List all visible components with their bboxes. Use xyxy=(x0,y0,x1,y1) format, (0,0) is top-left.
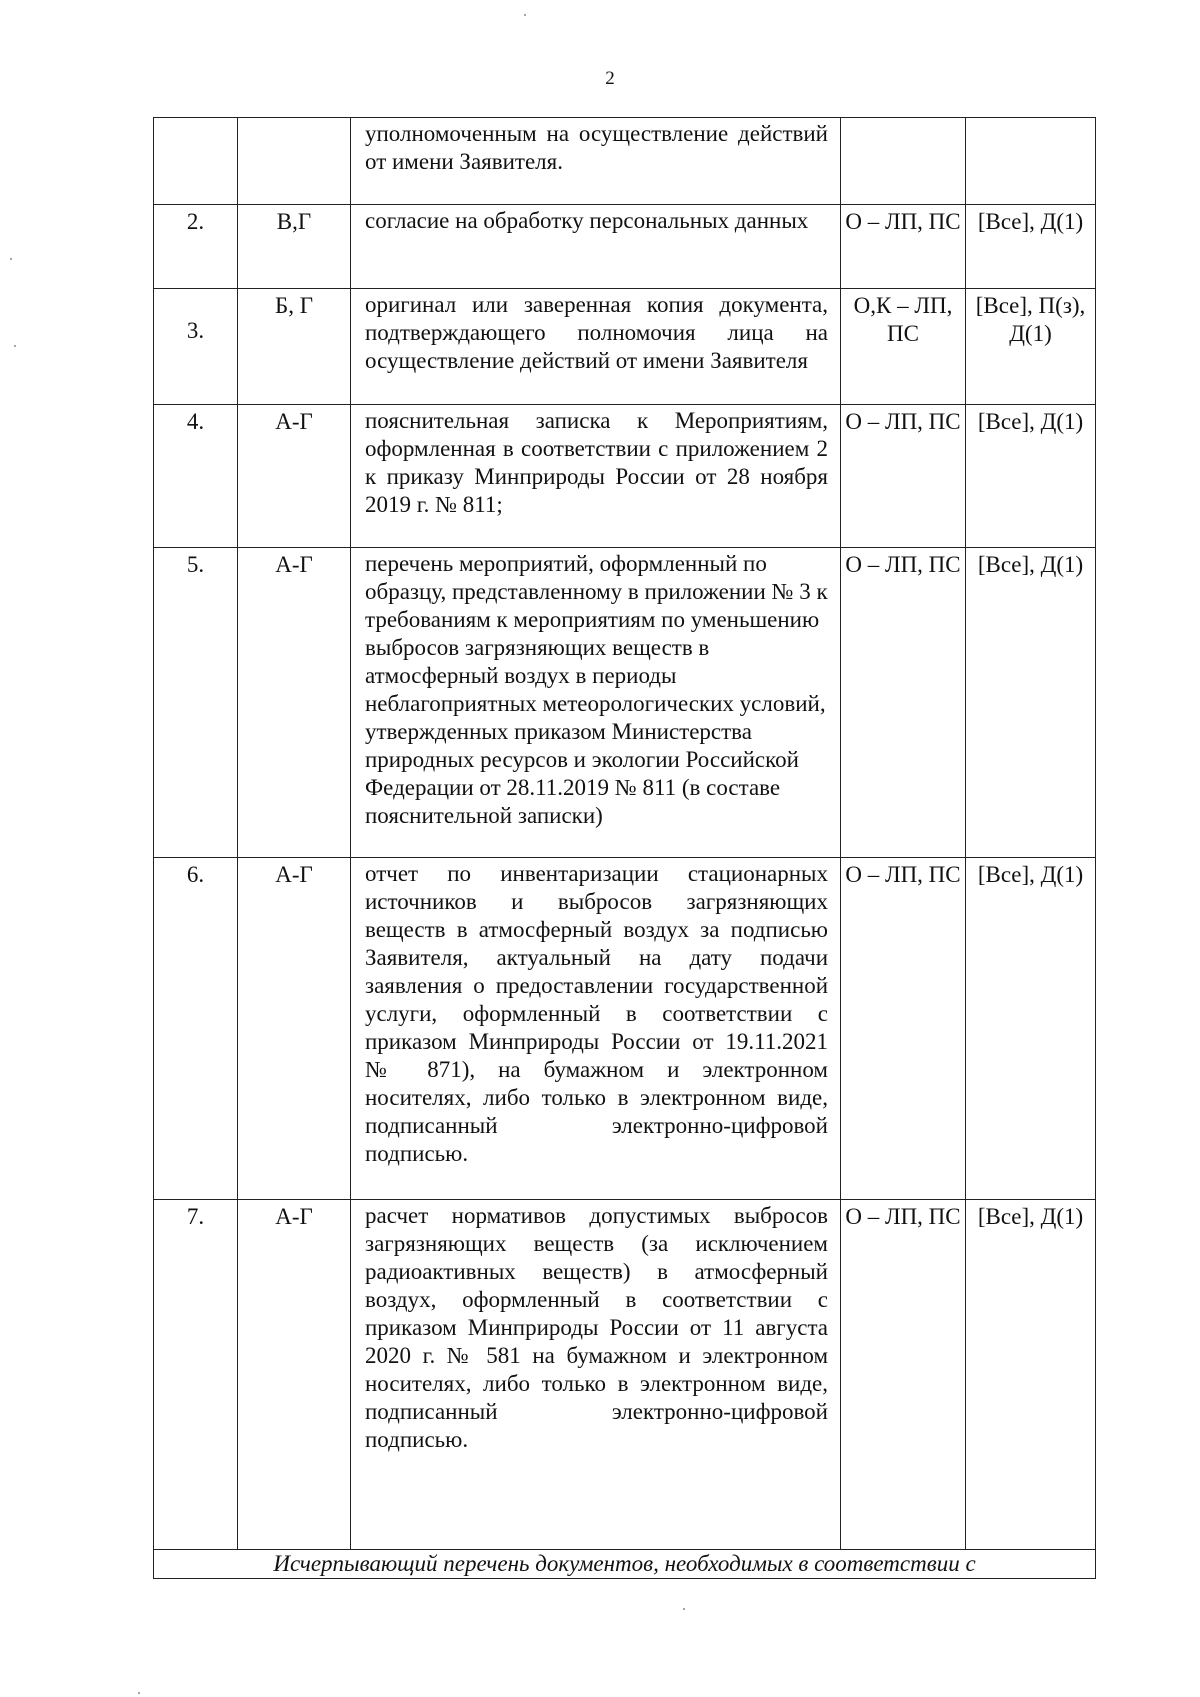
row-format: О,К – ЛП, ПС xyxy=(841,289,966,405)
row-number: 2. xyxy=(154,205,238,289)
row-group: Б, Г xyxy=(238,289,351,405)
row-number: 3. xyxy=(154,289,238,405)
row-description: перечень мероприятий, оформленный по образцу, представленному в приложении № 3 к требованиям к мероприятиям по уменьшению выбросов загрязняющих веществ в атмосферный воздух в периоды неблагоприятных метеорологических условий, утвержденных приказом Министерства природных ресурсов и экологии Российской Федерации от 28.11.2019 № 811 (в составе пояснительной записки) xyxy=(351,548,841,858)
scan-speck xyxy=(10,258,12,260)
row-group: А-Г xyxy=(238,1200,351,1550)
scan-speck xyxy=(138,1692,140,1694)
row-format: О – ЛП, ПС xyxy=(841,548,966,858)
row-category: [Все], Д(1) xyxy=(966,405,1096,548)
row-format: О – ЛП, ПС xyxy=(841,205,966,289)
row-description: отчет по инвентаризации стационарных источников и выбросов загрязняющих веществ в атмосферный воздух за подписью Заявителя, актуальный на дату подачи заявления о предоставлении государственной услуги, оформленный в соответствии с приказом Минприроды России от 19.11.2021 № 871), на бумажном и электронном носителях, либо только в электронном виде, подписанный электронно-цифровой подписью. xyxy=(351,858,841,1200)
row-category xyxy=(966,118,1096,205)
row-description: оригинал или заверенная копия документа, подтверждающего полномочия лица на осуществление действий от имени Заявителя xyxy=(351,289,841,405)
row-description: пояснительная записка к Мероприятиям, оформленная в соответствии с приложением 2 к приказу Минприроды России от 28 ноября 2019 г. № 811; xyxy=(351,405,841,548)
scan-speck xyxy=(683,1608,685,1610)
table-footer-row xyxy=(154,1550,1096,1579)
row-category: [Все], Д(1) xyxy=(966,205,1096,289)
row-description: согласие на обработку персональных данных xyxy=(351,205,841,289)
row-format: О – ЛП, ПС xyxy=(841,1200,966,1550)
documents-table xyxy=(153,117,1096,1579)
row-group: А-Г xyxy=(238,548,351,858)
table-footer-text: Исчерпывающий перечень документов, необходимых в соответствии с xyxy=(154,1550,1096,1579)
row-category: [Все], Д(1) xyxy=(966,858,1096,1200)
table-row xyxy=(154,858,1096,1200)
row-category: [Все], Д(1) xyxy=(966,548,1096,858)
table-row xyxy=(154,548,1096,858)
row-number: 7. xyxy=(154,1200,238,1550)
scan-speck xyxy=(524,14,526,16)
row-number: 5. xyxy=(154,548,238,858)
row-group: А-Г xyxy=(238,405,351,548)
table-row xyxy=(154,405,1096,548)
row-category: [Все], Д(1) xyxy=(966,1200,1096,1550)
table-row xyxy=(154,205,1096,289)
row-category: [Все], П(з), Д(1) xyxy=(966,289,1096,405)
row-number xyxy=(154,118,238,205)
table-row xyxy=(154,1200,1096,1550)
row-format: О – ЛП, ПС xyxy=(841,858,966,1200)
row-group: В,Г xyxy=(238,205,351,289)
row-group: А-Г xyxy=(238,858,351,1200)
scan-speck xyxy=(14,345,16,347)
page-number: 2 xyxy=(605,68,615,89)
row-format xyxy=(841,118,966,205)
row-description: уполномоченным на осуществление действий от имени Заявителя. xyxy=(351,118,841,205)
row-number: 6. xyxy=(154,858,238,1200)
row-format: О – ЛП, ПС xyxy=(841,405,966,548)
table-row xyxy=(154,118,1096,205)
row-group xyxy=(238,118,351,205)
row-description: расчет нормативов допустимых выбросов загрязняющих веществ (за исключением радиоактивных веществ) в атмосферный воздух, оформленный в соответствии с приказом Минприроды России от 11 августа 2020 г. № 581 на бумажном и электронном носителях, либо только в электронном виде, подписанный электронно-цифровой подписью. xyxy=(351,1200,841,1550)
table-row xyxy=(154,289,1096,405)
row-number: 4. xyxy=(154,405,238,548)
